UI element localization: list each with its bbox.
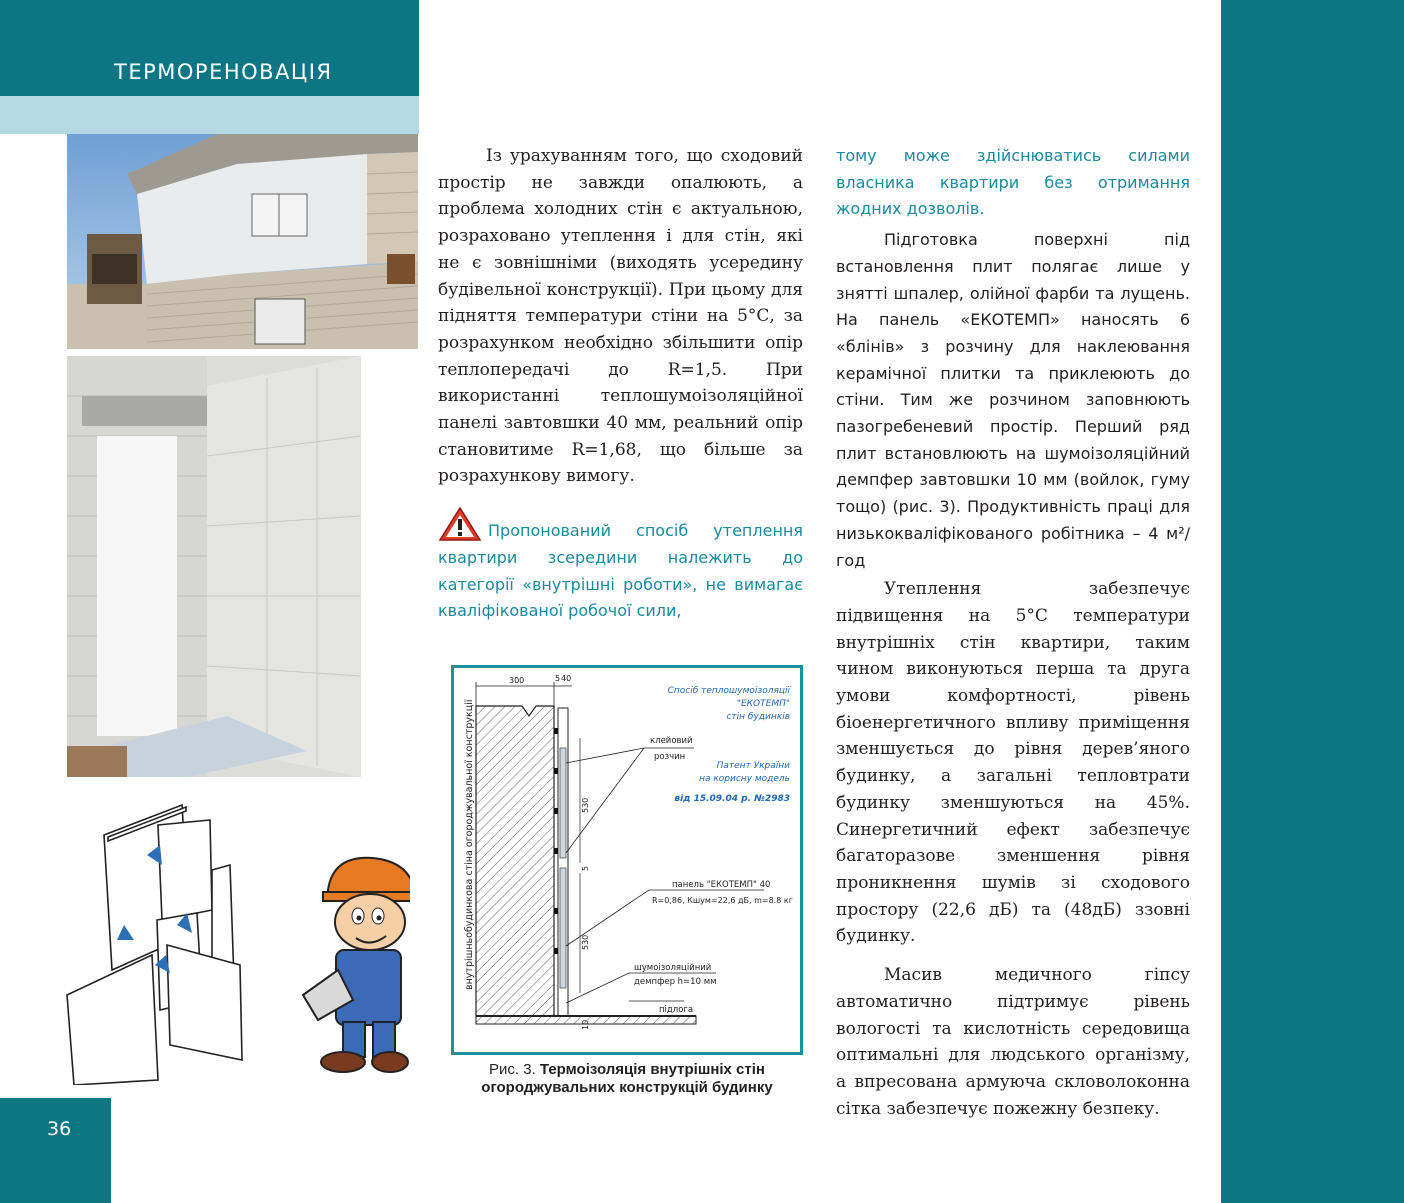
panels-assembly-illustration <box>62 795 247 1085</box>
patent-line-1: Патент України <box>716 761 790 771</box>
left-text-column <box>438 143 803 625</box>
section-title: ТЕРМОРЕНОВАЦІЯ <box>114 60 333 84</box>
label-panel-2: R=0,86, Кшум=22,6 дБ, m=8.8 кг <box>652 896 793 905</box>
label-floor: підлога <box>659 1005 694 1015</box>
paragraph-insulation-effect: Утеплення забезпечує підвищення на 5°С температури внутрішніх стін квартири, таким чином виконуються перша та друга умови комфортності, рівень біоенергетичного впливу приміщення зменшується до рівня дерев’яного будинку, а загальні тепловтрати будинку зменшуються на 45%. Синергетичний ефект забезпечує багаторазове зменшення рівня проникнення шумів зі сходового простору (22,6 дБ) та (48дБ) ззовні будинку. <box>836 579 1190 947</box>
figure-title-line-1: Спосіб теплошумоізоляції <box>667 686 790 696</box>
wall-vertical-label: внутрішньобудинкова стіна огороджувальної конструкції <box>464 699 475 990</box>
building-facade-photo <box>67 134 418 349</box>
warning-icon <box>438 506 482 542</box>
dim-10: 10 <box>581 1019 590 1030</box>
figure-title-line-2: "ЕКОТЕМП" <box>736 699 790 709</box>
figure-3-diagram <box>451 665 803 1055</box>
caption-title: Термоізоляція внутрішніх стін огороджувальних конструкцій будинку <box>481 1061 773 1096</box>
dim-40: 40 <box>561 674 572 683</box>
label-glue-1: клейовий <box>650 736 693 746</box>
warning-continuation: тому може здійснюватись силами власника квартири без отримання жодних дозволів. <box>836 146 1190 219</box>
label-glue-2: розчин <box>654 752 686 762</box>
warning-text: Пропонований спосіб утеплення квартири зсередини належить до категорії «внутрішні роботи», не вимагає кваліфікованої робочої сили, <box>438 521 803 621</box>
caption-prefix: Рис. 3. <box>489 1061 536 1078</box>
header-light-strip <box>0 96 419 134</box>
dim-530-lower: 530 <box>581 934 590 950</box>
interior-insulated-wall-photo <box>67 356 361 777</box>
label-damper-1: шумоізоляційний <box>634 963 712 973</box>
worker-mascot-illustration <box>298 850 410 1075</box>
right-side-band <box>1221 0 1404 1203</box>
paragraph-surface-preparation: Підготовка поверхні під встановлення плит полягає лише у знятті шпалер, олійної фарби та лущень. На панель «ЕКОТЕМП» наносять 6 «блінів» з розчину для наклеювання керамічної плитки та приклеюють до стіни. Тим же розчином заповнюють пазогребеневий простір. Перший ряд плит встановлюють на шумоізоляційний демпфер завтовшки 10 мм (войлок, гуму тощо) (рис. 3). Продуктивність праці для низькокваліфікованого робітника – 4 м²/год <box>836 230 1190 570</box>
warning-block <box>438 506 803 625</box>
patent-line-3: від 15.09.04 р. №2983 <box>674 794 790 804</box>
paragraph-stairwell-insulation: Із урахуванням того, що сходовий простір не завжди опалюють, а проблема холодних стін є актуальною, розраховано утеплення і для стін, які не є зовнішніми (виходять усередину будівельної конструкції). При цьому для підняття температури стіни на 5°С, за розрахунком необхідно збільшити опір теплопередачі до R=1,5. При використанні теплошумоізоляційної панелі завтовшки 40 мм, реальний опір становитиме R=1,68, що більше за розрахункову вимогу. <box>438 146 803 487</box>
figure-title-line-3: стін будинків <box>726 712 790 722</box>
label-damper-2: демпфер h=10 мм <box>634 977 717 987</box>
label-panel-1: панель "ЕКОТЕМП" 40 <box>672 880 771 890</box>
dim-5-middle: 5 <box>581 865 590 871</box>
page-number: 36 <box>47 1118 72 1140</box>
page-number-tab <box>0 1098 111 1203</box>
paragraph-gypsum-properties: Масив медичного гіпсу автоматично підтримує рівень вологості та кислотність середовища оптимальні для людського організму, а впресована армуюча скловолоконна сітка забезпечує пожежну безпеку. <box>836 965 1190 1119</box>
figure-caption <box>462 1061 792 1097</box>
dim-300: 300 <box>509 676 525 685</box>
right-text-column <box>836 143 1190 1122</box>
patent-line-2: на корисну модель <box>699 774 790 784</box>
dim-530-upper: 530 <box>581 797 590 813</box>
dim-5: 5 <box>555 674 561 683</box>
